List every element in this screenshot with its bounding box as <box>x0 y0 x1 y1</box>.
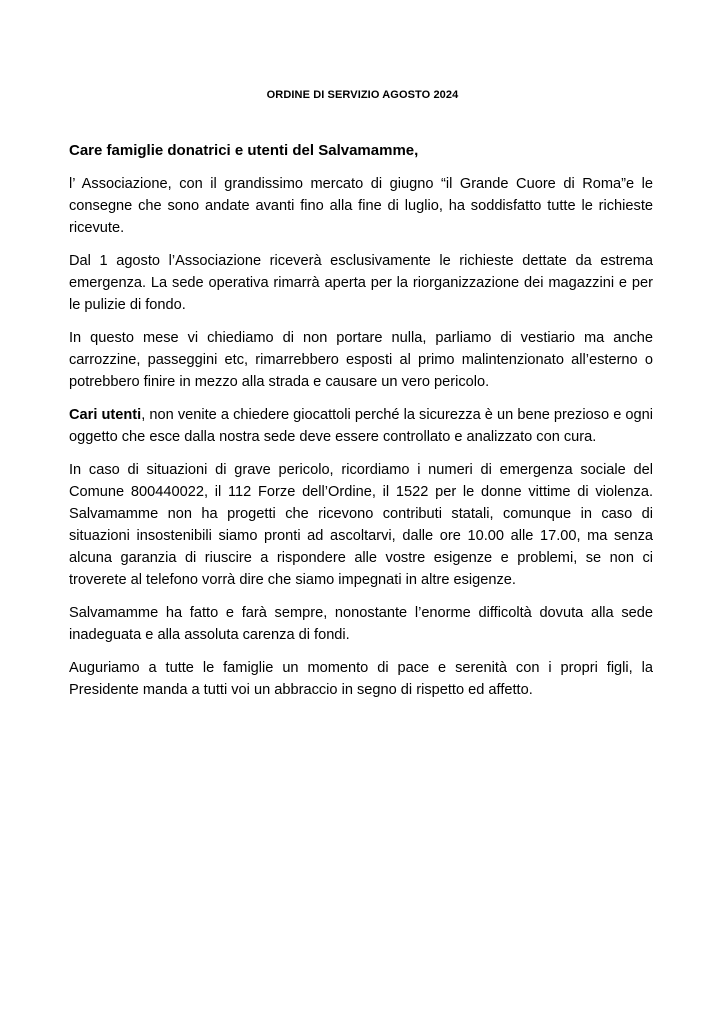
paragraph-users <box>69 404 653 448</box>
paragraph-august: Dal 1 agosto l’Associazione riceverà esclusivamente le richieste dettate da estrema emergenza. La sede operativa rimarrà aperta per la riorganizzazione dei magazzini e per le pulizie di fondo. <box>69 253 653 313</box>
paragraph-donations: In questo mese vi chiediamo di non portare nulla, parliamo di vestiario ma anche carrozzine, passeggini etc, rimarrebbero esposti al primo malintenzionato all’esterno o potrebbero finire in mezzo alla strada e causare un vero pericolo. <box>69 330 653 390</box>
users-text: , non venite a chiedere giocattoli perché la sicurezza è un bene prezioso e ogni oggetto che esce dalla nostra sede deve essere controllato e analizzato con cura. <box>69 407 653 445</box>
document-body <box>69 140 653 712</box>
paragraph-wishes: Auguriamo a tutte le famiglie un momento di pace e serenità con i propri figli, la Presidente manda a tutti voi un abbraccio in segno di rispetto ed affetto. <box>69 660 653 698</box>
users-lead: Cari utenti <box>69 407 142 423</box>
paragraph-commitment: Salvamamme ha fatto e farà sempre, nonostante l’enorme difficoltà dovuta alla sede inadeguata e alla assoluta carenza di fondi. <box>69 605 653 643</box>
paragraph-emergency: In caso di situazioni di grave pericolo, ricordiamo i numeri di emergenza sociale del Comune 800440022, il 112 Forze dell’Ordine, il 1522 per le donne vittime di violenza. Salvamamme non ha progetti che ricevono contributi statali, comunque in caso di situazioni insostenibili siamo pronti ad ascoltarvi, dalle ore 10.00 alle 17.00, ma senza alcuna garanzia di riuscire a rispondere alle vostre esigenze e problemi, se non ci troverete al telefono vorrà dire che siamo impegnati in altre esigenze. <box>69 462 653 588</box>
paragraph-association: l’ Associazione, con il grandissimo mercato di giugno “il Grande Cuore di Roma”e le consegne che sono andate avanti fino alla fine di luglio, ha soddisfatto tutte le richieste ricevute. <box>69 176 653 236</box>
document-title: ORDINE DI SERVIZIO AGOSTO 2024 <box>266 89 459 101</box>
greeting: Care famiglie donatrici e utenti del Salvamamme, <box>69 142 419 159</box>
